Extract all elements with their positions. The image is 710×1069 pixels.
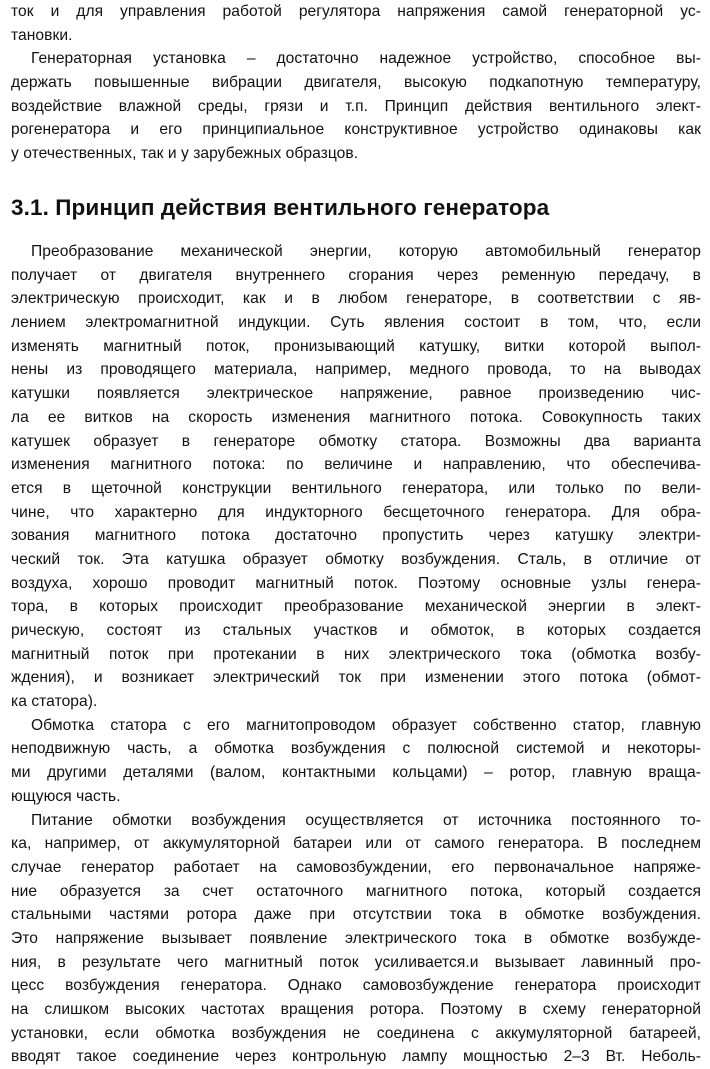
text-line: ющуюся часть. [11,785,701,809]
text-line: на слишком высоких частотах вращения ротора. Поэтому в схему генераторной [11,998,701,1022]
text-line: воздуха, хорошо проводит магнитный поток. Поэтому основные узлы генера- [11,572,701,596]
text-line: Это напряжение вызывает появление электрического тока в обмотке возбужде- [11,927,701,951]
text-line: ка статора). [11,690,701,714]
top-paragraph-2 [11,47,701,165]
text-line: ток и для управления работой регулятора напряжения самой генераторной ус- [11,0,701,24]
text-line: держать повышенные вибрации двигателя, высокую подкапотную температуру, [11,71,701,95]
text-line: катушки появляется электрическое напряжение, равное произведению чис- [11,382,701,406]
text-line: нены из проводящего материала, например, медного провода, то на выводах [11,358,701,382]
text-line: Питание обмотки возбуждения осуществляется от источника постоянного то- [11,809,701,833]
text-line: катушек образует в генераторе обмотку статора. Возможны два варианта [11,430,701,454]
top-paragraph-1 [11,0,701,47]
text-line: зования магнитного потока достаточно пропустить через катушку электри- [11,524,701,548]
text-line: электрическую происходит, как и в любом генераторе, в соответствии с яв- [11,287,701,311]
text-line: ждения), и возникает электрический ток при изменении этого потока (обмот- [11,666,701,690]
text-line: ния, в результате чего магнитный поток усиливается.и вызывает лавинный про- [11,951,701,975]
text-line: рическую, состоят из стальных участков и обмоток, в которых создается [11,619,701,643]
top-text-block [11,0,701,166]
body-paragraph-2 [11,714,701,809]
text-line: изменять магнитный поток, пронизывающий катушку, витки которой выпол- [11,335,701,359]
text-line: Генераторная установка – достаточно надежное устройство, способное вы- [11,47,701,71]
text-line: ла ее витков на скорость изменения магнитного потока. Совокупность таких [11,406,701,430]
text-line: Преобразование механической энергии, которую автомобильный генератор [11,240,701,264]
text-line: ка, например, от аккумуляторной батареи или от самого генератора. В последнем [11,832,701,856]
text-line: ческий ток. Эта катушка образует обмотку возбуждения. Сталь, в отличие от [11,548,701,572]
text-line: случае генератор работает на самовозбуждении, его первоначальное напряже- [11,856,701,880]
text-line: стальными частями ротора даже при отсутствии тока в обмотке возбуждения. [11,903,701,927]
body-paragraph-1 [11,240,701,714]
text-line: чине, что характерно для индукторного бесщеточного генератора. Для обра- [11,501,701,525]
section-heading: 3.1. Принцип действия вентильного генератора [11,193,549,223]
body-text-block [11,240,701,1069]
text-line: рогенератора и его принципиальное конструктивное устройство одинаковы как [11,118,701,142]
text-line: лением электромагнитной индукции. Суть явления состоит в том, что, если [11,311,701,335]
text-line: получает от двигателя внутреннего сгорания через ременную передачу, в [11,264,701,288]
text-line: ется в щеточной конструкции вентильного генератора, или только по вели- [11,477,701,501]
text-line: тора, в которых происходит преобразование механической энергии в элект- [11,595,701,619]
text-line: неподвижную часть, а обмотка возбуждения с полюсной системой и некоторы- [11,737,701,761]
text-line: воздействие влажной среды, грязи и т.п. Принцип действия вентильного элект- [11,95,701,119]
text-line: цесс возбуждения генератора. Однако самовозбуждение генератора происходит [11,974,701,998]
text-line: ние образуется за счет остаточного магнитного потока, который создается [11,880,701,904]
text-line: магнитный поток при протекании в них электрического тока (обмотка возбу- [11,643,701,667]
text-line: установки, если обмотка возбуждения не соединена с аккумуляторной батареей, [11,1022,701,1046]
text-line: изменения магнитного потока: по величине и направлению, что обеспечива- [11,453,701,477]
body-paragraph-3 [11,809,701,1069]
text-line: вводят такое соединение через контрольную лампу мощностью 2–3 Вт. Неболь- [11,1045,701,1069]
text-line: у отечественных, так и у зарубежных образцов. [11,142,701,166]
text-line: ми другими деталями (валом, контактными кольцами) – ротор, главную враща- [11,761,701,785]
text-line: Обмотка статора с его магнитопроводом образует собственно статор, главную [11,714,701,738]
text-line: тановки. [11,24,701,48]
